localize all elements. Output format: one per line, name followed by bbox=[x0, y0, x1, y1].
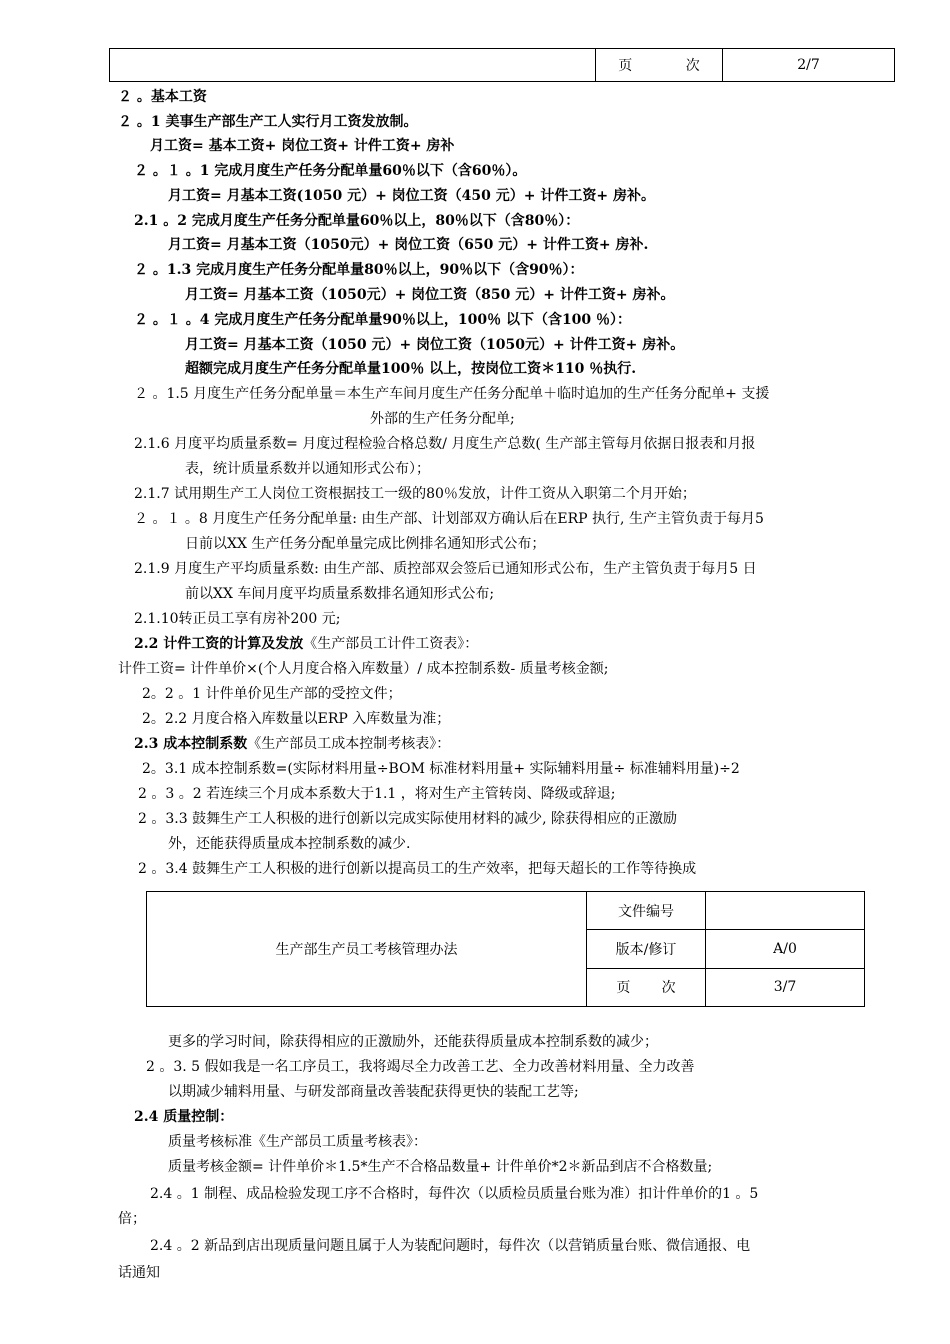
line-2-2-2: 2。2.2 月度合格入库数量以ERP 入库数量为准； bbox=[142, 711, 451, 727]
line-2-3-1: 2。3.1 成本控制系数=(实际材料用量÷BOM 标准材料用量+ 实际辅料用量÷ 标准辅料用量)÷2 bbox=[142, 761, 740, 777]
line-2-3-5-cont: 以期减少辅料用量、与研发部商量改善装配获得更快的装配工艺等; bbox=[168, 1084, 579, 1100]
line-2-4-heading: 2.4 质量控制： bbox=[134, 1109, 234, 1125]
line-2-4-1-cont: 倍； bbox=[118, 1211, 146, 1227]
top-header-page-value: 2/7 bbox=[723, 49, 895, 82]
line-2-1-10: 2.1.10转正员工享有房补200 元; bbox=[134, 611, 341, 627]
doc-title: 生产部生产员工考核管理办法 bbox=[147, 892, 587, 1007]
line-2-3-2: 2 。3 。2 若连续三个月成本系数大于1.1 ，将对生产主管转岗、降级或辞退; bbox=[138, 786, 616, 802]
line-2-3-3-cont: 外，还能获得质量成本控制系数的减少. bbox=[168, 836, 411, 852]
line-2-1-7: 2.1.7 试用期生产工人岗位工资根据技工一级的80％发放，计件工资从入职第二个月开始； bbox=[134, 486, 696, 502]
line-2-1-6-cont: 表，统计质量系数并以通知形式公布）； bbox=[185, 461, 430, 477]
line-2-3-5: 2 。3. 5 假如我是一名工序员工，我将竭尽全力改善工艺、全力改善材料用量、全力改善 bbox=[146, 1059, 695, 1075]
line-2-2 bbox=[134, 635, 478, 653]
line-2-1-6: 2.1.6 月度平均质量系数= 月度过程检验合格总数/ 月度生产总数( 生产部主管每月依据日报表和月报 bbox=[134, 436, 756, 452]
line-2-1-5: ２ 。1.5 月度生产任务分配单量＝本生产车间月度生产任务分配单＋临时追加的生产任务分配单+ 支援 bbox=[134, 386, 770, 402]
doc-number-value bbox=[706, 892, 865, 930]
line-2-3 bbox=[134, 735, 450, 753]
line-2-1-2: 2.1 。2 完成月度生产任务分配单量60％以上，80％以下（含80％）： bbox=[134, 213, 580, 229]
line-2-3-3: 2 。3.3 鼓舞生产工人积极的进行创新以完成实际使用材料的减少, 除获得相应的正激励 bbox=[138, 811, 677, 827]
line-2-1-3: ２ 。1.3 完成月度生产任务分配单量80％以上，90％以下（含90％）： bbox=[134, 262, 584, 278]
line-2-4-2: 2.4 。2 新品到店出现质量问题且属于人为装配问题时，每件次（以营销质量台账、微信通报、电 bbox=[150, 1238, 751, 1254]
top-header-blank-cell bbox=[110, 49, 596, 82]
line-2-2-form-ref: 《生产部员工计件工资表》： bbox=[303, 636, 479, 652]
line-2-1-8-cont: 日前以XX 生产任务分配单量完成比例排名通知形式公布； bbox=[185, 536, 546, 552]
line-salary-formula: 月工资= 基本工资+ 岗位工资+ 计件工资+ 房补 bbox=[150, 138, 455, 154]
line-2-1-2-formula: 月工资= 月基本工资（1050元）+ 岗位工资（650 元）+ 计件工资+ 房补. bbox=[168, 237, 649, 253]
line-2-1-5-cont: 外部的生产任务分配单; bbox=[370, 411, 515, 427]
line-quality-standard: 质量考核标准《生产部员工质量考核表》： bbox=[168, 1134, 427, 1150]
line-2-2-heading: 2.2 计件工资的计算及发放 bbox=[134, 636, 304, 652]
line-2-3-form-ref: 《生产部员工成本控制考核表》： bbox=[247, 736, 451, 752]
line-2-1: ２ 。1 美事生产部生产工人实行月工资发放制。 bbox=[118, 114, 418, 130]
line-2-1-4: ２ 。１ 。4 完成月度生产任务分配单量90％以上，100％ 以下（含100 ％）： bbox=[134, 312, 632, 328]
top-header-page-label: 页 次 bbox=[596, 49, 723, 82]
line-2-1-4-formula: 月工资= 月基本工资（1050 元）+ 岗位工资（1050元）+ 计件工资+ 房补。 bbox=[185, 337, 685, 353]
doc-number-label: 文件编号 bbox=[587, 892, 706, 930]
doc-version-label: 版本/修订 bbox=[587, 930, 706, 968]
line-piece-wage-formula: 计件工资= 计件单价×(个人月度合格入库数量）/ 成本控制系数- 质量考核金额; bbox=[118, 661, 609, 677]
doc-page-label: 页 次 bbox=[587, 968, 706, 1006]
line-2-1-3-formula: 月工资= 月基本工资（1050元）+ 岗位工资（850 元）+ 计件工资+ 房补。 bbox=[185, 287, 675, 303]
doc-version-value: A/0 bbox=[706, 930, 865, 968]
section-basic-salary: ２ 。基本工资 bbox=[118, 89, 207, 105]
line-2-1-9: 2.1.9 月度生产平均质量系数: 由生产部、质控部双会签后已通知形式公布，生产主管负责于每月5 日 bbox=[134, 561, 757, 577]
doc-page-value: 3/7 bbox=[706, 968, 865, 1006]
line-2-3-heading: 2.3 成本控制系数 bbox=[134, 736, 248, 752]
line-2-1-8: ２ 。１ 。8 月度生产任务分配单量: 由生产部、计划部双方确认后在ERP 执行, 生产主管负责于每月5 bbox=[134, 511, 764, 527]
doc-header-table bbox=[146, 891, 865, 1007]
line-2-3-4-cont: 更多的学习时间，除获得相应的正激励外，还能获得质量成本控制系数的减少； bbox=[168, 1034, 658, 1050]
line-2-4-1: 2.4 。1 制程、成品检验发现工序不合格时，每件次（以质检员质量台账为准）扣计件单价的1 。5 bbox=[150, 1186, 759, 1202]
line-2-1-9-cont: 前以XX 车间月度平均质量系数排名通知形式公布; bbox=[185, 586, 495, 602]
line-quality-formula: 质量考核金额= 计件单价＊1.5*生产不合格品数量+ 计件单价*2＊新品到店不合格数量; bbox=[168, 1159, 713, 1175]
line-2-1-1: ２ 。１ 。1 完成月度生产任务分配单量60％以下（含60％）。 bbox=[134, 163, 527, 179]
line-2-3-4: 2 。3.4 鼓舞生产工人积极的进行创新以提高员工的生产效率，把每天超长的工作等待换成 bbox=[138, 861, 697, 877]
line-2-4-2-cont: 话通知 bbox=[118, 1265, 160, 1281]
line-over-quota: 超额完成月度生产任务分配单量100％ 以上，按岗位工资＊110 ％执行. bbox=[185, 361, 637, 377]
line-2-2-1: 2。2 。1 计件单价见生产部的受控文件； bbox=[142, 686, 402, 702]
line-2-1-1-formula: 月工资= 月基本工资(1050 元）+ 岗位工资（450 元）+ 计件工资+ 房补。 bbox=[168, 188, 655, 204]
top-header-table bbox=[109, 48, 895, 82]
